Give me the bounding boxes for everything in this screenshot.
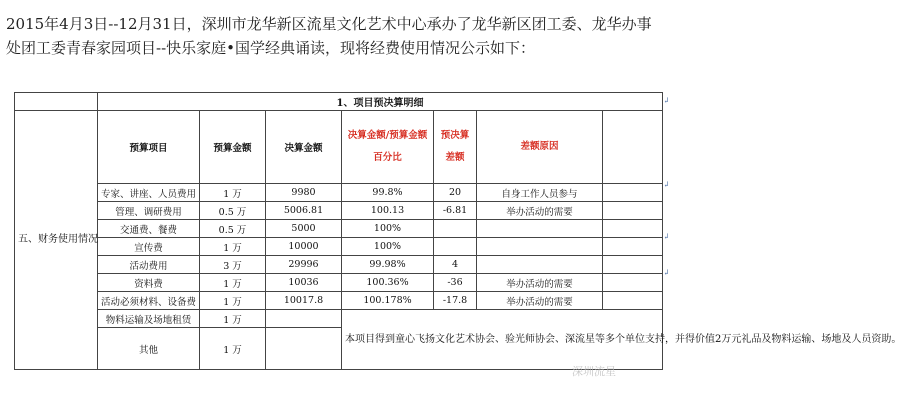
cell-item: 活动必须材料、设备费 [98, 292, 200, 310]
header-budget: 预算金额 [200, 111, 266, 184]
header-empty-cell [603, 111, 663, 184]
table-row [15, 256, 663, 274]
cell-diff: -36 [434, 274, 477, 292]
cell-item: 活动费用 [98, 256, 200, 274]
header-diff: 预决算差额 [434, 111, 477, 184]
cell-diff [434, 238, 477, 256]
cell-empty [603, 292, 663, 310]
cell-actual: 5000 [266, 220, 342, 238]
sponsorship-note: 本项目得到童心飞扬文化艺术协会、验光师协会、深流星等多个单位支持，并得价值2万元礼品及物料运输、场地及人员资助。 [342, 310, 663, 370]
intro-line-1: 2015年4月3日--12月31日，深圳市龙华新区流星文化艺术中心承办了龙华新区团工委、龙华办事 [6, 15, 652, 33]
table-row [15, 238, 663, 256]
cell-ratio: 99.98% [342, 256, 434, 274]
cell-empty [603, 202, 663, 220]
cell-ratio: 99.8% [342, 184, 434, 202]
cell-reason [477, 256, 603, 274]
cell-budget: 0.5 万 [200, 202, 266, 220]
intro-line-2: 处团工委青春家园项目--快乐家庭•国学经典诵读，现将经费使用情况公示如下： [6, 39, 535, 57]
cell-item: 资料费 [98, 274, 200, 292]
paragraph-mark: ↲ [663, 180, 670, 189]
cell-actual: 10017.8 [266, 292, 342, 310]
cell-empty [603, 184, 663, 202]
table-row [15, 184, 663, 202]
cell-diff: -6.81 [434, 202, 477, 220]
cell-ratio: 100.13 [342, 202, 434, 220]
paragraph-mark: ↲ [663, 232, 670, 241]
cell-reason: 举办活动的需要 [477, 202, 603, 220]
watermark-logo: 深圳流星 [572, 365, 616, 378]
cell-actual [266, 328, 342, 370]
cell-budget: 1 万 [200, 310, 266, 328]
cell-reason [477, 220, 603, 238]
header-reason: 差额原因 [477, 111, 603, 184]
cell-actual: 10000 [266, 238, 342, 256]
cell-diff: 4 [434, 256, 477, 274]
cell-reason: 举办活动的需要 [477, 274, 603, 292]
cell-item: 物料运输及场地租赁 [98, 310, 200, 328]
cell-actual: 29996 [266, 256, 342, 274]
cell-actual: 10036 [266, 274, 342, 292]
cell-empty [603, 274, 663, 292]
cell-ratio: 100.36% [342, 274, 434, 292]
cell-ratio: 100.178% [342, 292, 434, 310]
header-ratio: 决算金额/预算金额百分比 [342, 111, 434, 184]
cell-reason: 举办活动的需要 [477, 292, 603, 310]
cell-empty [603, 238, 663, 256]
cell-budget: 0.5 万 [200, 220, 266, 238]
cell-budget: 1 万 [200, 292, 266, 310]
table-row [15, 310, 663, 328]
cell-diff: 20 [434, 184, 477, 202]
intro-paragraph [6, 12, 726, 60]
cell-budget: 1 万 [200, 274, 266, 292]
table-row [15, 220, 663, 238]
cell-empty [603, 220, 663, 238]
cell-reason [477, 238, 603, 256]
cell-reason: 自身工作人员参与 [477, 184, 603, 202]
blank-corner-cell [15, 93, 98, 111]
table-row [15, 274, 663, 292]
cell-item: 专家、讲座、人员费用 [98, 184, 200, 202]
cell-item: 宣传费 [98, 238, 200, 256]
cell-budget: 1 万 [200, 184, 266, 202]
cell-budget: 1 万 [200, 238, 266, 256]
cell-ratio: 100% [342, 220, 434, 238]
paragraph-mark: ↲ [663, 268, 670, 277]
section-label: 五、财务使用情况 [15, 111, 98, 370]
cell-ratio: 100% [342, 238, 434, 256]
table-title: 1、项目预决算明细 [98, 93, 663, 111]
cell-item: 其他 [98, 328, 200, 370]
cell-actual: 9980 [266, 184, 342, 202]
cell-item: 交通费、餐费 [98, 220, 200, 238]
budget-table [14, 92, 901, 370]
cell-actual: 5006.81 [266, 202, 342, 220]
cell-diff: -17.8 [434, 292, 477, 310]
table-row [15, 202, 663, 220]
table-row [15, 292, 663, 310]
cell-empty [603, 256, 663, 274]
cell-diff [434, 220, 477, 238]
cell-item: 管理、调研费用 [98, 202, 200, 220]
cell-budget: 3 万 [200, 256, 266, 274]
cell-actual [266, 310, 342, 328]
cell-budget: 1 万 [200, 328, 266, 370]
header-item: 预算项目 [98, 111, 200, 184]
header-actual: 决算金额 [266, 111, 342, 184]
paragraph-mark: ↲ [663, 96, 670, 105]
